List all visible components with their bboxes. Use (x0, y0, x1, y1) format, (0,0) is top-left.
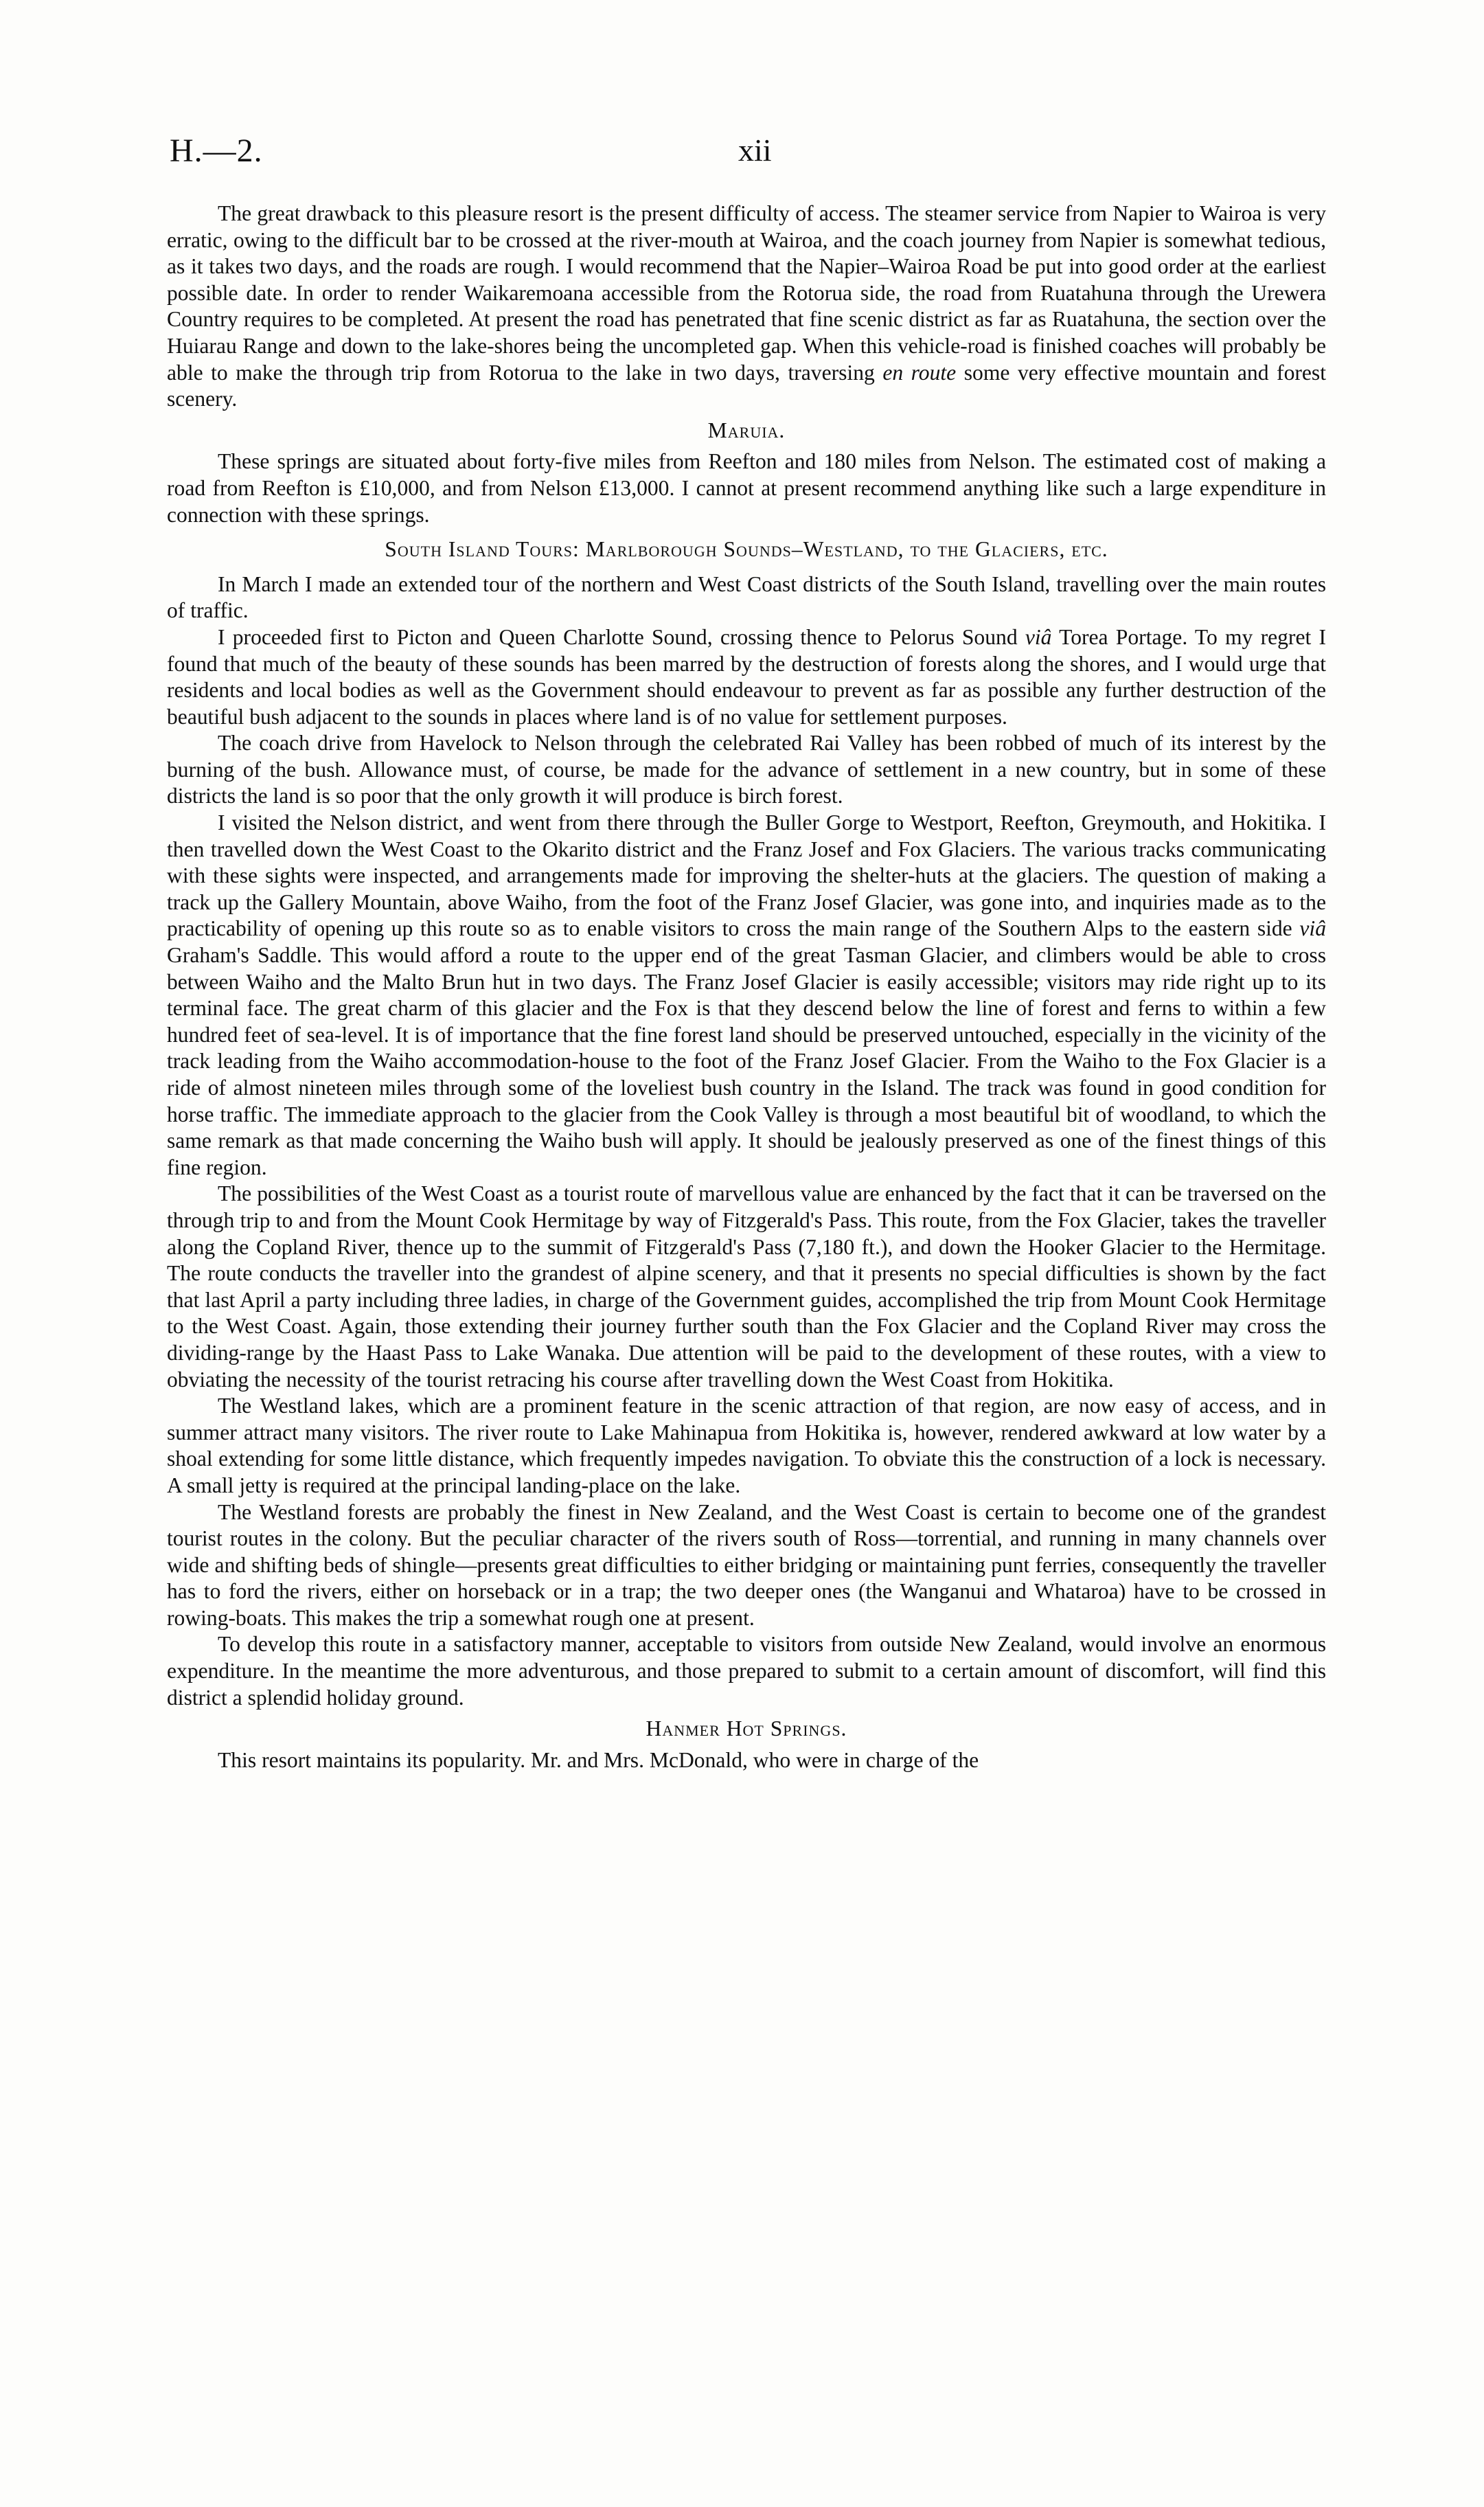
section-heading-maruia: Maruia. (707, 418, 786, 442)
paragraph-westland-lakes: The Westland lakes, which are a prominent feature in the scenic attraction of that region, are now easy of access, and in summer attract many visitors. The river route to Lake Mahinapua from Hokitika is, however, rendered awkward at low water by a shoal extending for some little distance, which frequently impedes navigation. To obviate this the construction of a lock is necessary. A small jetty is required at the principal landing-place on the lake. (167, 1394, 1326, 1497)
page-number: xii (738, 133, 772, 168)
section-heading-south-island-tours: South Island Tours: Marlborough Sounds–Westland, to the Glaciers, etc. (385, 537, 1108, 562)
paragraph-develop-route: To develop this route in a satisfactory manner, acceptable to visitors from outside New Zealand, would involve an enormous expenditure. In the meantime the more adventurous, and those prepared to submit to a certain amount of discomfort, will find this district a splendid holiday ground. (167, 1632, 1326, 1710)
italic-phrase: viâ (1299, 916, 1326, 941)
italic-phrase: en route (882, 360, 957, 385)
page-body (167, 201, 1326, 1773)
italic-phrase: viâ (1025, 624, 1052, 649)
paragraph-hanmer: This resort maintains its popularity. Mr. and Mrs. McDonald, who were in charge of the (218, 1747, 979, 1772)
paragraph-havelock-nelson: The coach drive from Havelock to Nelson through the celebrated Rai Valley has been robbed of much of its interest by the burning of the bush. Allowance must, of course, be made for the advance of settlement in a new country, but in some of these districts the land is so poor that the only growth it will produce is birch forest. (167, 731, 1326, 808)
paragraph-west-coast-route: The possibilities of the West Coast as a tourist route of marvellous value are enhanced by the fact that it can be traversed on the through trip to and from the Mount Cook Hermitage by way of Fitzgerald's Pass. This route, from the Fox Glacier, takes the traveller along the Copland River, thence up to the summit of Fitzgerald's Pass (7,180 ft.), and down the Hooker Glacier to the Hermitage. The route conducts the traveller into the grandest of alpine scenery, and that it presents no special difficulties is shown by the fact that last April a party including three ladies, in charge of the Government guides, accomplished the trip from Mount Cook Hermitage to the West Coast. Again, those extending their journey further south than the Fox Glacier and the Copland River may cross the dividing-range by the Haast Pass to Lake Wanaka. Due attention will be paid to the development of these routes, with a view to obviating the necessity of the tourist retracing his course after travelling down the West Coast from Hokitika. (167, 1181, 1326, 1392)
document-reference: H.—2. (170, 133, 263, 169)
paragraph-glaciers: I visited the Nelson district, and went from there through the Buller Gorge to Westport, Reefton, Greymouth, and Hokitika. I then travelled down the West Coast to the Okarito district and the Franz Josef and Fox Glaciers. The various tracks communicating with these sights were inspected, and arrangements made for improving the shelter-huts at the glaciers. The question of making a track up the Gallery Mountain, above Waiho, from the foot of the Franz Josef Glacier, was gone into, and inquiries made as to the practicability of opening up this route so as to enable visitors to cross the main range of the Southern Alps to the eastern side viâ Graham's Saddle. This would afford a route to the upper end of the great Tasman Glacier, and climbers would be able to cross between Waiho and the Malto Brun hut in two days. The Franz Josef Glacier is easily accessible; visitors may ride right up to its terminal face. The great charm of this glacier and the Fox is that they descend below the line of forest and ferns to within a few hundred feet of sea-level. It is of importance that the fine forest land should be preserved untouched, especially in the vicinity of the track leading from the Waiho accommodation-house to the foot of the Franz Josef Glacier. From the Waiho to the Fox Glacier is a ride of almost nineteen miles through some of the loveliest bush country in the Island. The track was found in good condition for horse traffic. The immediate approach to the glacier from the Cook Valley is through a most beautiful bit of woodland, to which the same remark as that made concerning the Waiho bush will apply. It should be jealously preserved as one of the finest things of this fine region. (167, 810, 1326, 1179)
page-header (0, 132, 1484, 180)
paragraph-march-tour: In March I made an extended tour of the northern and West Coast districts of the South Island, travelling over the main routes of traffic. (167, 571, 1326, 623)
paragraph-westland-forests: The Westland forests are probably the finest in New Zealand, and the West Coast is certain to become one of the grandest tourist routes in the colony. But the peculiar character of the rivers south of Ross—torrential, and running in many channels over wide and shifting beds of shingle—presents great difficulties to either bridging or maintaining punt ferries, consequently the traveller has to ford the rivers, either on horseback or in a trap; the two deeper ones (the Wanganui and Whataroa) have to be crossed in rowing-boats. This makes the trip a somewhat rough one at present. (167, 1499, 1326, 1630)
paragraph-waikaremoana-access: The great drawback to this pleasure resort is the present difficulty of access. The steamer service from Napier to Wairoa is very erratic, owing to the difficult bar to be crossed at the river-mouth at Wairoa, and the coach journey from Napier is somewhat tedious, as it takes two days, and the roads are rough. I would recommend that the Napier–Wairoa Road be put into good order at the earliest possible date. In order to render Waikaremoana accessible from the Rotorua side, the road from Ruatahuna through the Urewera Country requires to be completed. At present the road has penetrated that fine scenic district as far as Ruatahuna, the section over the Huiarau Range and down to the lake-shores being the uncompleted gap. When this vehicle-road is finished coaches will probably be able to make the through trip from Rotorua to the lake in two days, traversing en route some very effective mountain and forest scenery. (167, 201, 1326, 411)
paragraph-picton: I proceeded first to Picton and Queen Charlotte Sound, crossing thence to Pelorus Sound viâ Torea Portage. To my regret I found that much of the beauty of these sounds has been marred by the destruction of forests along the shores, and I would urge that residents and local bodies as well as the Government should endeavour to prevent as far as possible any further destruction of the beautiful bush adjacent to the sounds in places where land is of no value for settlement purposes. (167, 624, 1326, 729)
section-heading-hanmer: Hanmer Hot Springs. (646, 1716, 847, 1741)
paragraph-maruia: These springs are situated about forty-five miles from Reefton and 180 miles from Nelson. The estimated cost of making a road from Reefton is £10,000, and from Nelson £13,000. I cannot at present recommend anything like such a large expenditure in connection with these springs. (167, 449, 1326, 527)
